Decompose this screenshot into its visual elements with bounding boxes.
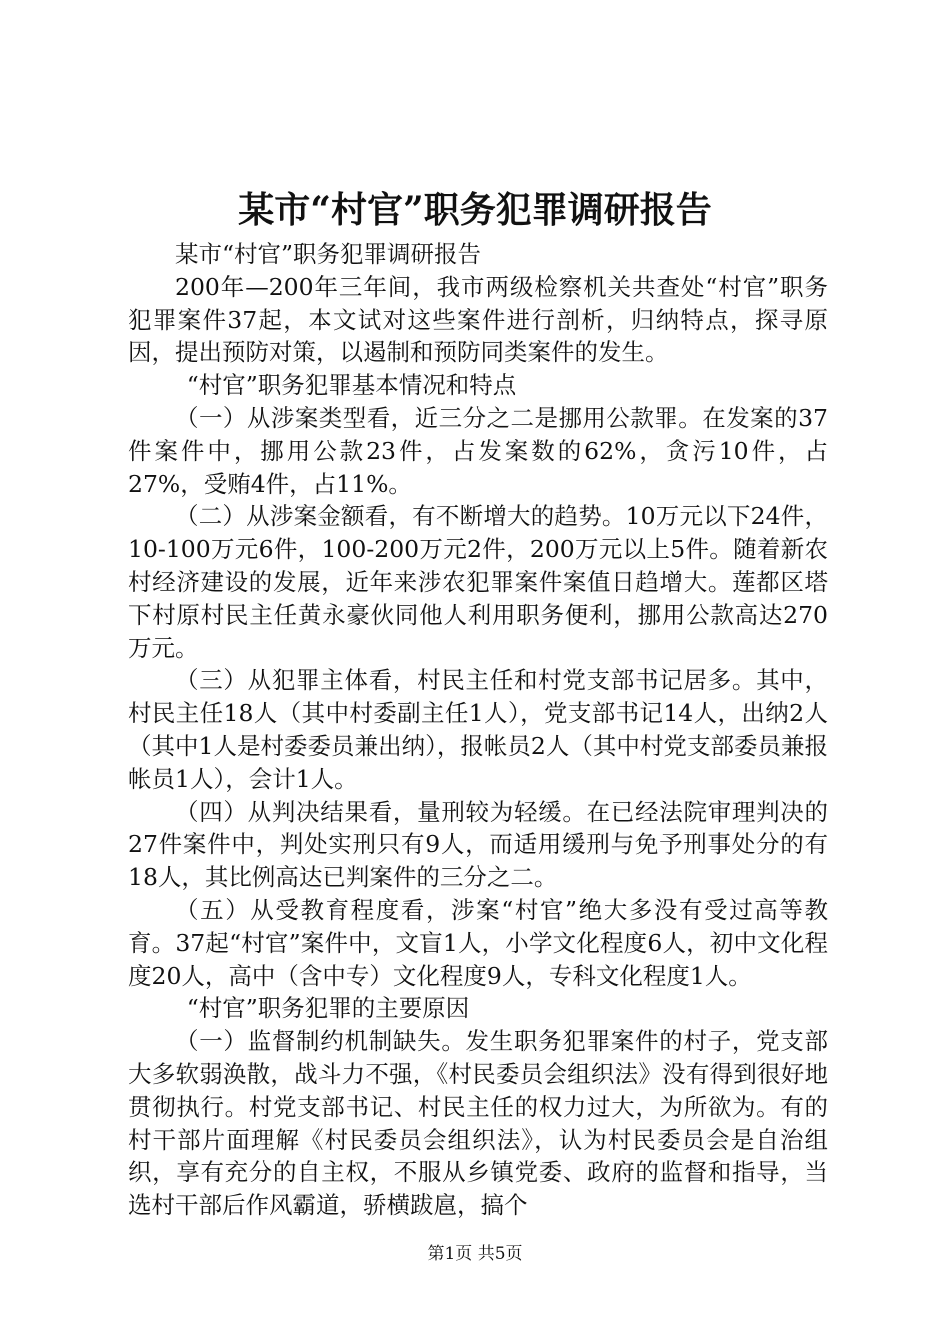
- paragraph-supervision: （一）监督制约机制缺失。发生职务犯罪案件的村子，党支部大多软弱涣散，战斗力不强，《村民委员会组织法》没有得到很好地贯彻执行。村党支部书记、村民主任的权力过大，为所欲为。有的村干部片面理解《村民委员会组织法》，认为村民委员会是自治组织，享有充分的自主权，不服从乡镇党委、政府的监督和指导，当选村干部后作风霸道，骄横跋扈，搞个: [128, 1027, 828, 1220]
- section-heading-causes: “村官”职务犯罪的主要原因: [186, 994, 470, 1023]
- document-body: [128, 238, 828, 1222]
- page-footer: 第1页 共5页: [427, 1244, 523, 1264]
- paragraph-subtitle: 某市“村官”职务犯罪调研报告: [175, 240, 482, 268]
- paragraph-intro: 200年—200年三年间，我市两级检察机关共查处“村官”职务犯罪案件37起，本文试对这些案件进行剖析，归纳特点，探寻原因，提出预防对策，以遏制和预防同类案件的发生。: [128, 272, 828, 367]
- section-heading-characteristics: “村官”职务犯罪基本情况和特点: [186, 371, 517, 400]
- paragraph-offender-subject: （三）从犯罪主体看，村民主任和村党支部书记居多。其中，村民主任18人（其中村委副主任1人），党支部书记14人，出纳2人（其中1人是村委委员兼出纳），报帐员2人（其中村党支部委员兼报帐员1人），会计1人。: [128, 666, 828, 793]
- paragraph-sentencing: （四）从判决结果看，量刑较为轻缓。在已经法院审理判决的27件案件中，判处实刑只有9人，而适用缓刑与免予刑事处分的有18人，其比例高达已判案件的三分之二。: [128, 797, 828, 892]
- document-title: 某市“村官”职务犯罪调研报告: [238, 189, 712, 231]
- paragraph-case-type: （一）从涉案类型看，近三分之二是挪用公款罪。在发案的37件案件中，挪用公款23件，占发案数的62%，贪污10件，占27%，受贿4件，占11%。: [128, 403, 828, 498]
- paragraph-case-amount: （二）从涉案金额看，有不断增大的趋势。10万元以下24件，10-100万元6件，100-200万元2件，200万元以上5件。随着新农村经济建设的发展，近年来涉农犯罪案件案值日趋增大。莲都区塔下村原村民主任黄永豪伙同他人利用职务便利，挪用公款高达270万元。: [128, 502, 828, 662]
- paragraph-education: （五）从受教育程度看，涉案“村官”绝大多没有受过高等教育。37起“村官”案件中，文盲1人，小学文化程度6人，初中文化程度20人，高中（含中专）文化程度9人，专科文化程度1人。: [128, 895, 828, 990]
